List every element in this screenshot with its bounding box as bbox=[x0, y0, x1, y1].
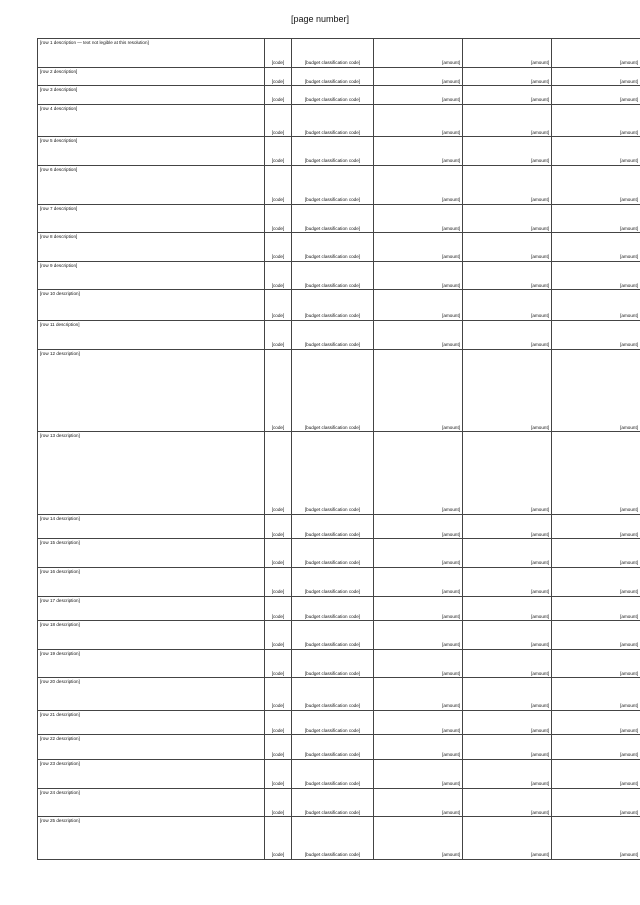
cell-v2: [amount] bbox=[463, 137, 552, 166]
cell-v2: [amount] bbox=[463, 261, 552, 290]
cell-v2: [amount] bbox=[463, 649, 552, 678]
cell-desc: [row 12 description] bbox=[38, 349, 265, 432]
cell-desc: [row 2 description] bbox=[38, 67, 265, 86]
cell-v1: [amount] bbox=[374, 735, 463, 760]
cell-v3: [amount] bbox=[552, 320, 640, 349]
cell-v3: [amount] bbox=[552, 165, 640, 204]
cell-desc: [row 14 description] bbox=[38, 514, 265, 539]
budget-transfers-table bbox=[37, 38, 640, 860]
cell-kbk: [budget classification code] bbox=[292, 760, 374, 789]
cell-v1: [amount] bbox=[374, 261, 463, 290]
cell-v1: [amount] bbox=[374, 621, 463, 650]
cell-kbk: [budget classification code] bbox=[292, 349, 374, 432]
cell-v2: [amount] bbox=[463, 710, 552, 735]
cell-kbk: [budget classification code] bbox=[292, 596, 374, 621]
cell-v1: [amount] bbox=[374, 710, 463, 735]
table-row bbox=[38, 760, 640, 789]
cell-desc: [row 6 description] bbox=[38, 165, 265, 204]
table-row bbox=[38, 39, 640, 68]
cell-v3: [amount] bbox=[552, 86, 640, 105]
table-row bbox=[38, 320, 640, 349]
cell-kbk: [budget classification code] bbox=[292, 39, 374, 68]
table-row bbox=[38, 710, 640, 735]
cell-v1: [amount] bbox=[374, 67, 463, 86]
table-row bbox=[38, 137, 640, 166]
cell-desc: [row 16 description] bbox=[38, 567, 265, 596]
table-row bbox=[38, 788, 640, 817]
cell-v2: [amount] bbox=[463, 86, 552, 105]
page-number: [page number] bbox=[290, 14, 350, 24]
cell-v2: [amount] bbox=[463, 539, 552, 568]
table-row bbox=[38, 567, 640, 596]
cell-kbk: [budget classification code] bbox=[292, 514, 374, 539]
cell-v1: [amount] bbox=[374, 596, 463, 621]
cell-v1: [amount] bbox=[374, 349, 463, 432]
cell-v3: [amount] bbox=[552, 649, 640, 678]
cell-v2: [amount] bbox=[463, 621, 552, 650]
cell-v3: [amount] bbox=[552, 67, 640, 86]
cell-v3: [amount] bbox=[552, 621, 640, 650]
cell-kbk: [budget classification code] bbox=[292, 539, 374, 568]
cell-code: [code] bbox=[265, 165, 292, 204]
cell-v2: [amount] bbox=[463, 735, 552, 760]
cell-v1: [amount] bbox=[374, 539, 463, 568]
cell-v2: [amount] bbox=[463, 760, 552, 789]
cell-kbk: [budget classification code] bbox=[292, 104, 374, 137]
cell-v3: [amount] bbox=[552, 137, 640, 166]
cell-code: [code] bbox=[265, 539, 292, 568]
cell-v2: [amount] bbox=[463, 39, 552, 68]
cell-code: [code] bbox=[265, 432, 292, 515]
cell-v3: [amount] bbox=[552, 104, 640, 137]
cell-v2: [amount] bbox=[463, 290, 552, 321]
cell-v1: [amount] bbox=[374, 514, 463, 539]
cell-code: [code] bbox=[265, 137, 292, 166]
cell-v1: [amount] bbox=[374, 432, 463, 515]
cell-v2: [amount] bbox=[463, 104, 552, 137]
cell-v2: [amount] bbox=[463, 67, 552, 86]
cell-code: [code] bbox=[265, 261, 292, 290]
table-body bbox=[38, 39, 640, 860]
cell-kbk: [budget classification code] bbox=[292, 788, 374, 817]
cell-v1: [amount] bbox=[374, 817, 463, 860]
cell-kbk: [budget classification code] bbox=[292, 204, 374, 233]
table-row bbox=[38, 104, 640, 137]
table-row bbox=[38, 67, 640, 86]
cell-kbk: [budget classification code] bbox=[292, 735, 374, 760]
cell-code: [code] bbox=[265, 710, 292, 735]
cell-kbk: [budget classification code] bbox=[292, 710, 374, 735]
cell-kbk: [budget classification code] bbox=[292, 233, 374, 262]
cell-v2: [amount] bbox=[463, 514, 552, 539]
cell-desc: [row 24 description] bbox=[38, 788, 265, 817]
cell-code: [code] bbox=[265, 788, 292, 817]
cell-kbk: [budget classification code] bbox=[292, 137, 374, 166]
cell-code: [code] bbox=[265, 290, 292, 321]
cell-code: [code] bbox=[265, 39, 292, 68]
cell-kbk: [budget classification code] bbox=[292, 621, 374, 650]
cell-code: [code] bbox=[265, 320, 292, 349]
cell-v1: [amount] bbox=[374, 137, 463, 166]
cell-code: [code] bbox=[265, 621, 292, 650]
cell-desc: [row 18 description] bbox=[38, 621, 265, 650]
cell-v3: [amount] bbox=[552, 290, 640, 321]
cell-v1: [amount] bbox=[374, 788, 463, 817]
cell-kbk: [budget classification code] bbox=[292, 817, 374, 860]
cell-v3: [amount] bbox=[552, 735, 640, 760]
cell-v2: [amount] bbox=[463, 678, 552, 711]
cell-v1: [amount] bbox=[374, 104, 463, 137]
cell-v1: [amount] bbox=[374, 86, 463, 105]
table-row bbox=[38, 432, 640, 515]
cell-code: [code] bbox=[265, 649, 292, 678]
cell-v3: [amount] bbox=[552, 39, 640, 68]
cell-v2: [amount] bbox=[463, 204, 552, 233]
cell-kbk: [budget classification code] bbox=[292, 290, 374, 321]
cell-desc: [row 25 description] bbox=[38, 817, 265, 860]
cell-desc: [row 11 description] bbox=[38, 320, 265, 349]
cell-code: [code] bbox=[265, 817, 292, 860]
cell-v3: [amount] bbox=[552, 349, 640, 432]
cell-desc: [row 8 description] bbox=[38, 233, 265, 262]
table-row bbox=[38, 349, 640, 432]
cell-v1: [amount] bbox=[374, 567, 463, 596]
table-row bbox=[38, 233, 640, 262]
cell-v3: [amount] bbox=[552, 817, 640, 860]
cell-desc: [row 21 description] bbox=[38, 710, 265, 735]
cell-desc: [row 5 description] bbox=[38, 137, 265, 166]
table-row bbox=[38, 621, 640, 650]
cell-v1: [amount] bbox=[374, 290, 463, 321]
cell-desc: [row 7 description] bbox=[38, 204, 265, 233]
cell-v1: [amount] bbox=[374, 678, 463, 711]
cell-v2: [amount] bbox=[463, 349, 552, 432]
cell-code: [code] bbox=[265, 233, 292, 262]
cell-v1: [amount] bbox=[374, 233, 463, 262]
cell-v2: [amount] bbox=[463, 567, 552, 596]
cell-code: [code] bbox=[265, 735, 292, 760]
cell-kbk: [budget classification code] bbox=[292, 567, 374, 596]
cell-v2: [amount] bbox=[463, 817, 552, 860]
cell-v1: [amount] bbox=[374, 760, 463, 789]
cell-kbk: [budget classification code] bbox=[292, 678, 374, 711]
cell-v2: [amount] bbox=[463, 596, 552, 621]
cell-code: [code] bbox=[265, 67, 292, 86]
table-row bbox=[38, 735, 640, 760]
table-row bbox=[38, 204, 640, 233]
cell-desc: [row 4 description] bbox=[38, 104, 265, 137]
cell-v2: [amount] bbox=[463, 788, 552, 817]
cell-v2: [amount] bbox=[463, 432, 552, 515]
cell-code: [code] bbox=[265, 514, 292, 539]
cell-v3: [amount] bbox=[552, 678, 640, 711]
cell-v1: [amount] bbox=[374, 649, 463, 678]
cell-code: [code] bbox=[265, 678, 292, 711]
cell-v3: [amount] bbox=[552, 539, 640, 568]
cell-kbk: [budget classification code] bbox=[292, 320, 374, 349]
table-row bbox=[38, 514, 640, 539]
cell-desc: [row 17 description] bbox=[38, 596, 265, 621]
cell-kbk: [budget classification code] bbox=[292, 649, 374, 678]
cell-kbk: [budget classification code] bbox=[292, 432, 374, 515]
cell-desc: [row 1 description — text not legible at this resolution] bbox=[38, 39, 265, 68]
cell-v2: [amount] bbox=[463, 165, 552, 204]
cell-code: [code] bbox=[265, 567, 292, 596]
cell-kbk: [budget classification code] bbox=[292, 165, 374, 204]
cell-code: [code] bbox=[265, 86, 292, 105]
cell-desc: [row 3 description] bbox=[38, 86, 265, 105]
cell-v3: [amount] bbox=[552, 710, 640, 735]
cell-v1: [amount] bbox=[374, 39, 463, 68]
cell-desc: [row 15 description] bbox=[38, 539, 265, 568]
cell-kbk: [budget classification code] bbox=[292, 86, 374, 105]
cell-desc: [row 13 description] bbox=[38, 432, 265, 515]
cell-v1: [amount] bbox=[374, 320, 463, 349]
cell-desc: [row 19 description] bbox=[38, 649, 265, 678]
cell-desc: [row 20 description] bbox=[38, 678, 265, 711]
cell-desc: [row 23 description] bbox=[38, 760, 265, 789]
cell-v2: [amount] bbox=[463, 233, 552, 262]
cell-v3: [amount] bbox=[552, 204, 640, 233]
cell-kbk: [budget classification code] bbox=[292, 261, 374, 290]
cell-v3: [amount] bbox=[552, 760, 640, 789]
table-row bbox=[38, 678, 640, 711]
cell-code: [code] bbox=[265, 349, 292, 432]
cell-v1: [amount] bbox=[374, 165, 463, 204]
cell-v3: [amount] bbox=[552, 788, 640, 817]
cell-v2: [amount] bbox=[463, 320, 552, 349]
table-row bbox=[38, 539, 640, 568]
table-row bbox=[38, 165, 640, 204]
cell-kbk: [budget classification code] bbox=[292, 67, 374, 86]
cell-desc: [row 10 description] bbox=[38, 290, 265, 321]
cell-code: [code] bbox=[265, 596, 292, 621]
cell-code: [code] bbox=[265, 104, 292, 137]
table-row bbox=[38, 86, 640, 105]
cell-code: [code] bbox=[265, 760, 292, 789]
cell-v3: [amount] bbox=[552, 596, 640, 621]
table-row bbox=[38, 817, 640, 860]
cell-desc: [row 22 description] bbox=[38, 735, 265, 760]
table-row bbox=[38, 649, 640, 678]
cell-v3: [amount] bbox=[552, 567, 640, 596]
cell-v3: [amount] bbox=[552, 233, 640, 262]
table-row bbox=[38, 290, 640, 321]
table-row bbox=[38, 596, 640, 621]
cell-v3: [amount] bbox=[552, 432, 640, 515]
cell-v3: [amount] bbox=[552, 514, 640, 539]
cell-v1: [amount] bbox=[374, 204, 463, 233]
cell-code: [code] bbox=[265, 204, 292, 233]
cell-desc: [row 9 description] bbox=[38, 261, 265, 290]
table-row bbox=[38, 261, 640, 290]
cell-v3: [amount] bbox=[552, 261, 640, 290]
